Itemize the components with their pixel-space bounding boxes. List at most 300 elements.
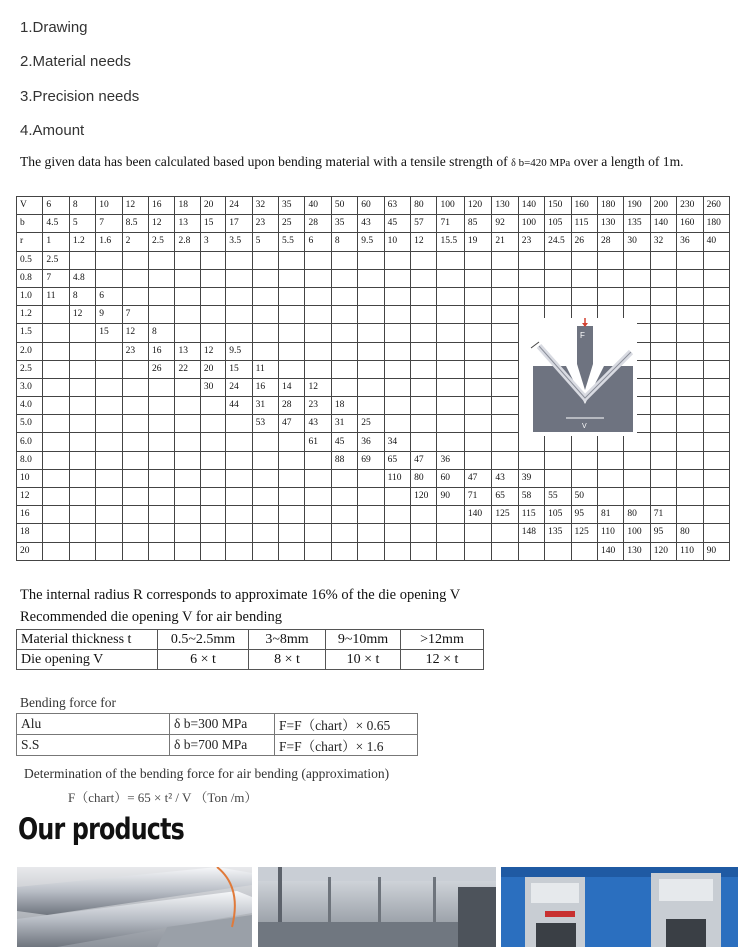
- table-cell: [200, 287, 225, 305]
- table-cell: 125: [571, 524, 597, 542]
- table-row: [17, 488, 730, 506]
- table-cell: S.S: [17, 735, 170, 756]
- table-cell: [43, 469, 69, 487]
- table-cell: [122, 433, 148, 451]
- table-cell: [69, 324, 95, 342]
- table-cell: 3: [200, 233, 225, 251]
- table-cell: [677, 451, 703, 469]
- table-cell: [175, 251, 200, 269]
- table-cell: [703, 324, 729, 342]
- table-cell: [43, 324, 69, 342]
- table-cell: [122, 360, 148, 378]
- table-cell: [703, 306, 729, 324]
- table-cell: [464, 397, 491, 415]
- intro-text: [20, 154, 740, 170]
- table-cell: 39: [518, 469, 544, 487]
- table-cell: [492, 251, 518, 269]
- table-cell: [43, 378, 69, 396]
- table-cell: 71: [464, 488, 491, 506]
- products-title: Our products: [18, 812, 184, 846]
- table-cell: [43, 524, 69, 542]
- table-cell: 60: [358, 197, 384, 215]
- table-cell: [331, 378, 357, 396]
- table-cell: 18: [175, 197, 200, 215]
- table-cell: [703, 433, 729, 451]
- bending-force-title: Bending force for: [20, 695, 116, 710]
- table-cell: [677, 415, 703, 433]
- table-cell: [200, 506, 225, 524]
- table-cell: [175, 506, 200, 524]
- row-header-cell: 10: [17, 469, 43, 487]
- table-cell: [279, 451, 305, 469]
- row-header-cell: 16: [17, 506, 43, 524]
- table-cell: [96, 269, 122, 287]
- table-cell: [464, 269, 491, 287]
- table-cell: [122, 415, 148, 433]
- table-cell: 9.5: [358, 233, 384, 251]
- table-cell: 105: [545, 506, 571, 524]
- delta-symbol: δ: [511, 158, 516, 169]
- table-cell: [703, 397, 729, 415]
- table-cell: [200, 451, 225, 469]
- table-cell: [677, 251, 703, 269]
- table-row: [17, 506, 730, 524]
- recommended-note: Recommended die opening V for air bending: [20, 609, 283, 625]
- table-cell: [96, 360, 122, 378]
- table-cell: 8 × t: [249, 650, 326, 670]
- table-cell: [650, 378, 676, 396]
- table-cell: [200, 397, 225, 415]
- table-cell: [677, 433, 703, 451]
- table-cell: 8: [149, 324, 175, 342]
- table-cell: 120: [650, 542, 676, 560]
- table-cell: [464, 542, 491, 560]
- table-cell: 28: [279, 397, 305, 415]
- table-cell: [200, 324, 225, 342]
- table-cell: 6: [305, 233, 331, 251]
- table-cell: [571, 469, 597, 487]
- table-cell: 36: [677, 233, 703, 251]
- table-cell: [411, 378, 437, 396]
- table-cell: δ b=300 MPa: [170, 714, 275, 735]
- table-cell: 88: [331, 451, 357, 469]
- row-header-cell: 12: [17, 488, 43, 506]
- row-header-cell: b: [17, 215, 43, 233]
- table-cell: [331, 269, 357, 287]
- product-photo-press-brake[interactable]: [258, 867, 496, 947]
- table-cell: [226, 469, 252, 487]
- table-cell: [703, 488, 729, 506]
- table-cell: [650, 342, 676, 360]
- row-header-cell: 6.0: [17, 433, 43, 451]
- table-cell: [122, 506, 148, 524]
- table-cell: [650, 433, 676, 451]
- table-cell: [358, 378, 384, 396]
- table-cell: [252, 287, 278, 305]
- product-photo-punch-tools[interactable]: [17, 867, 252, 947]
- table-cell: [384, 360, 410, 378]
- table-cell: [175, 488, 200, 506]
- table-cell: [437, 251, 464, 269]
- table-cell: [279, 433, 305, 451]
- table-cell: [279, 524, 305, 542]
- table-cell: [226, 451, 252, 469]
- table-cell: [384, 415, 410, 433]
- row-header-cell: V: [17, 197, 43, 215]
- table-cell: [305, 324, 331, 342]
- table-cell: [597, 287, 623, 305]
- table-cell: [358, 360, 384, 378]
- table-cell: [252, 451, 278, 469]
- table-cell: [437, 542, 464, 560]
- table-cell: [175, 469, 200, 487]
- table-cell: [703, 415, 729, 433]
- table-cell: [358, 287, 384, 305]
- table-cell: [492, 524, 518, 542]
- table-cell: [384, 342, 410, 360]
- table-cell: 23: [122, 342, 148, 360]
- table-cell: 30: [200, 378, 225, 396]
- table-cell: [677, 342, 703, 360]
- table-cell: [305, 269, 331, 287]
- table-cell: 24: [226, 378, 252, 396]
- table-cell: [703, 251, 729, 269]
- table-cell: [703, 469, 729, 487]
- table-cell: [96, 433, 122, 451]
- table-cell: 90: [703, 542, 729, 560]
- table-cell: >12mm: [401, 630, 484, 650]
- table-cell: [545, 251, 571, 269]
- table-cell: 200: [650, 197, 676, 215]
- table-cell: [279, 324, 305, 342]
- table-cell: [358, 306, 384, 324]
- table-cell: [545, 542, 571, 560]
- table-cell: 25: [279, 215, 305, 233]
- table-cell: 140: [650, 215, 676, 233]
- table-cell: 9: [96, 306, 122, 324]
- table-cell: [252, 269, 278, 287]
- table-cell: [597, 451, 623, 469]
- table-cell: [650, 306, 676, 324]
- table-cell: [200, 415, 225, 433]
- table-cell: [305, 251, 331, 269]
- table-cell: Die opening V: [17, 650, 158, 670]
- table-cell: [624, 269, 650, 287]
- table-cell: [122, 397, 148, 415]
- table-cell: [358, 506, 384, 524]
- table-cell: 5: [69, 215, 95, 233]
- table-cell: [226, 488, 252, 506]
- table-cell: [358, 342, 384, 360]
- punch-tools-image: [17, 867, 252, 947]
- table-cell: [571, 287, 597, 305]
- table-cell: 160: [571, 197, 597, 215]
- table-cell: [411, 397, 437, 415]
- table-cell: 130: [492, 197, 518, 215]
- row-header-cell: 8.0: [17, 451, 43, 469]
- table-cell: [149, 469, 175, 487]
- table-cell: [464, 324, 491, 342]
- table-cell: [175, 542, 200, 560]
- table-cell: 13: [175, 215, 200, 233]
- table-cell: 135: [624, 215, 650, 233]
- table-cell: 8: [69, 197, 95, 215]
- table-cell: 23: [252, 215, 278, 233]
- table-cell: [650, 469, 676, 487]
- table-cell: [464, 378, 491, 396]
- table-cell: [279, 469, 305, 487]
- table-cell: 1: [43, 233, 69, 251]
- table-row: [17, 524, 730, 542]
- table-cell: [226, 506, 252, 524]
- table-cell: 160: [677, 215, 703, 233]
- table-cell: [305, 542, 331, 560]
- table-cell: [677, 488, 703, 506]
- table-cell: [279, 542, 305, 560]
- table-cell: [252, 306, 278, 324]
- table-cell: [411, 542, 437, 560]
- table-cell: [149, 433, 175, 451]
- table-cell: 135: [545, 524, 571, 542]
- table-cell: [492, 433, 518, 451]
- row-header-cell: 4.0: [17, 397, 43, 415]
- table-cell: 65: [492, 488, 518, 506]
- table-cell: [624, 287, 650, 305]
- table-cell: 15: [200, 215, 225, 233]
- table-cell: Alu: [17, 714, 170, 735]
- table-cell: [279, 251, 305, 269]
- table-cell: [175, 397, 200, 415]
- row-header-cell: r: [17, 233, 43, 251]
- row-header-cell: 2.0: [17, 342, 43, 360]
- table-cell: 85: [464, 215, 491, 233]
- table-cell: [650, 451, 676, 469]
- table-cell: [149, 287, 175, 305]
- table-cell: 12: [69, 306, 95, 324]
- table-cell: [492, 542, 518, 560]
- clamps-image: [501, 867, 738, 947]
- table-cell: [43, 488, 69, 506]
- table-cell: [122, 251, 148, 269]
- table-cell: [149, 378, 175, 396]
- table-cell: F=F（chart）× 0.65: [275, 714, 418, 735]
- table-cell: [43, 433, 69, 451]
- table-cell: 12: [149, 215, 175, 233]
- table-cell: 140: [518, 197, 544, 215]
- table-cell: 9~10mm: [326, 630, 401, 650]
- table-cell: 21: [492, 233, 518, 251]
- table-cell: 110: [597, 524, 623, 542]
- list-item-amount: 4.Amount: [20, 122, 85, 139]
- table-cell: [437, 306, 464, 324]
- table-row: [17, 197, 730, 215]
- table-cell: [175, 324, 200, 342]
- table-cell: [305, 287, 331, 305]
- table-cell: [411, 251, 437, 269]
- table-cell: 32: [650, 233, 676, 251]
- row-header-cell: 1.0: [17, 287, 43, 305]
- table-cell: [677, 469, 703, 487]
- table-cell: 110: [384, 469, 410, 487]
- table-cell: [597, 251, 623, 269]
- radius-note: The internal radius R corresponds to approximate 16% of the die opening V: [20, 587, 461, 603]
- table-cell: [226, 287, 252, 305]
- table-cell: [43, 451, 69, 469]
- table-cell: [122, 287, 148, 305]
- table-cell: [384, 306, 410, 324]
- table-cell: 2: [122, 233, 148, 251]
- table-cell: [411, 360, 437, 378]
- table-cell: 28: [305, 215, 331, 233]
- table-cell: [175, 415, 200, 433]
- table-cell: 4.5: [43, 215, 69, 233]
- table-cell: [200, 433, 225, 451]
- table-cell: [624, 451, 650, 469]
- table-cell: [226, 306, 252, 324]
- table-cell: [96, 397, 122, 415]
- row-header-cell: 2.5: [17, 360, 43, 378]
- table-cell: [149, 269, 175, 287]
- table-cell: [122, 488, 148, 506]
- table-cell: [358, 469, 384, 487]
- table-cell: [331, 342, 357, 360]
- table-cell: [492, 415, 518, 433]
- table-cell: [96, 506, 122, 524]
- table-cell: 16: [149, 342, 175, 360]
- table-cell: [252, 324, 278, 342]
- table-cell: [464, 306, 491, 324]
- table-cell: [464, 451, 491, 469]
- table-row: [17, 542, 730, 560]
- table-cell: [69, 397, 95, 415]
- row-header-cell: 5.0: [17, 415, 43, 433]
- table-cell: [384, 269, 410, 287]
- table-cell: 50: [331, 197, 357, 215]
- table-cell: [149, 542, 175, 560]
- table-cell: 95: [571, 506, 597, 524]
- table-cell: [149, 415, 175, 433]
- table-cell: [175, 306, 200, 324]
- table-cell: [331, 469, 357, 487]
- table-cell: [437, 415, 464, 433]
- table-cell: [226, 251, 252, 269]
- table-cell: 6: [43, 197, 69, 215]
- table-cell: 22: [175, 360, 200, 378]
- table-cell: [305, 451, 331, 469]
- table-cell: [677, 324, 703, 342]
- table-cell: [331, 306, 357, 324]
- table-cell: [518, 251, 544, 269]
- product-photo-clamps[interactable]: [501, 867, 738, 947]
- table-cell: [677, 378, 703, 396]
- table-cell: [331, 524, 357, 542]
- table-cell: [384, 542, 410, 560]
- table-cell: [384, 251, 410, 269]
- table-cell: 10 × t: [326, 650, 401, 670]
- list-item-drawing: 1.Drawing: [20, 19, 88, 36]
- table-cell: [122, 269, 148, 287]
- table-cell: [69, 542, 95, 560]
- table-cell: 18: [331, 397, 357, 415]
- table-cell: [331, 251, 357, 269]
- table-cell: 110: [677, 542, 703, 560]
- table-cell: [279, 342, 305, 360]
- table-cell: [464, 433, 491, 451]
- table-cell: 8: [331, 233, 357, 251]
- table-cell: [122, 542, 148, 560]
- table-cell: [96, 524, 122, 542]
- table-cell: [518, 451, 544, 469]
- table-cell: 12: [411, 233, 437, 251]
- bending-die-illustration: [519, 318, 637, 436]
- table-cell: 31: [252, 397, 278, 415]
- table-cell: [252, 251, 278, 269]
- table-cell: 36: [358, 433, 384, 451]
- table-cell: [96, 469, 122, 487]
- table-row: [17, 714, 418, 735]
- table-cell: [69, 415, 95, 433]
- table-cell: [279, 306, 305, 324]
- table-cell: [411, 342, 437, 360]
- table-cell: [571, 251, 597, 269]
- table-cell: [122, 524, 148, 542]
- table-cell: 92: [492, 215, 518, 233]
- table-row: [17, 451, 730, 469]
- table-cell: [69, 251, 95, 269]
- table-cell: [122, 378, 148, 396]
- table-cell: [305, 488, 331, 506]
- table-cell: [305, 506, 331, 524]
- table-cell: 23: [305, 397, 331, 415]
- table-cell: 63: [384, 197, 410, 215]
- table-cell: 1.2: [69, 233, 95, 251]
- table-cell: 12 × t: [401, 650, 484, 670]
- table-cell: 43: [492, 469, 518, 487]
- table-cell: [492, 324, 518, 342]
- table-cell: [650, 324, 676, 342]
- table-cell: [437, 269, 464, 287]
- table-cell: [149, 524, 175, 542]
- table-cell: [358, 524, 384, 542]
- table-cell: [624, 469, 650, 487]
- table-cell: [437, 287, 464, 305]
- table-cell: [650, 287, 676, 305]
- table-cell: [226, 269, 252, 287]
- table-cell: [69, 378, 95, 396]
- table-cell: [624, 251, 650, 269]
- table-cell: [703, 269, 729, 287]
- table-cell: [175, 433, 200, 451]
- table-cell: [518, 287, 544, 305]
- table-cell: 25: [358, 415, 384, 433]
- table-cell: 34: [384, 433, 410, 451]
- table-cell: [358, 269, 384, 287]
- table-cell: [650, 397, 676, 415]
- table-cell: [545, 451, 571, 469]
- table-cell: [43, 360, 69, 378]
- press-brake-image: [258, 867, 496, 947]
- table-cell: [703, 506, 729, 524]
- table-cell: [69, 469, 95, 487]
- table-cell: [69, 342, 95, 360]
- intro-after: over a length of 1m.: [570, 154, 684, 169]
- table-cell: Material thickness t: [17, 630, 158, 650]
- table-cell: 180: [703, 215, 729, 233]
- table-cell: [43, 415, 69, 433]
- table-cell: [43, 506, 69, 524]
- table-cell: [69, 524, 95, 542]
- table-cell: [358, 488, 384, 506]
